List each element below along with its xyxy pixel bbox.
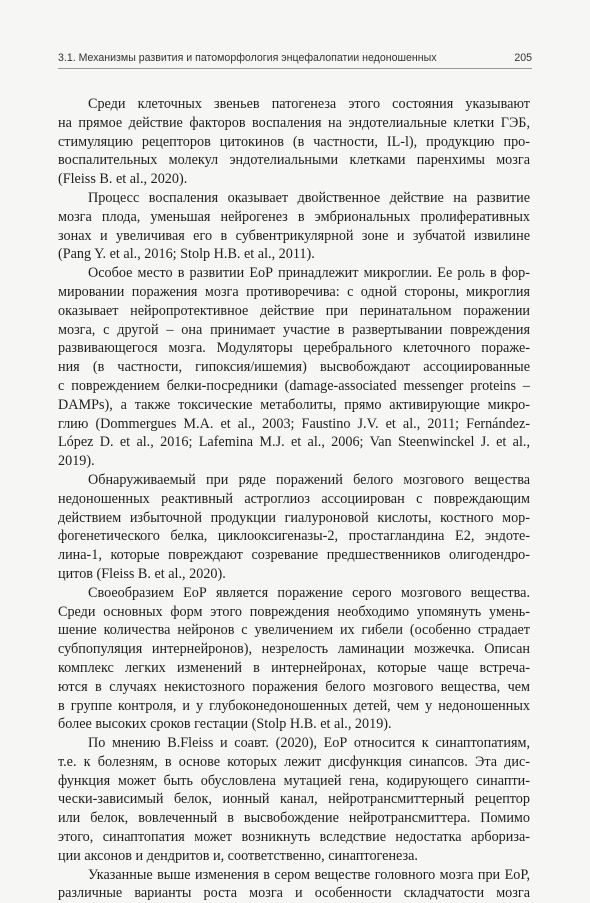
text-line: функция может быть обусловлена мутацией гена, кодирующего синапти-	[58, 772, 530, 789]
text-line: мозга, с другой – она принимает участие в развертывании повреждения	[58, 321, 530, 338]
running-title: 3.1. Механизмы развития и патоморфология энцефалопатии недоношенных	[58, 52, 437, 64]
text-line: Своеобразием ЕоР является поражение серого мозгового вещества.	[88, 584, 530, 601]
text-line: ции аксонов и дендритов и, соответственно, синаптогенеза.	[58, 847, 418, 864]
text-line: 2019).	[58, 453, 95, 470]
text-line: Указанные выше изменения в сером веществе головного мозга при ЕоР,	[88, 866, 530, 883]
text-line: По мнению B.Fleiss и соавт. (2020), ЕоР относится к синаптопатиям,	[88, 735, 530, 752]
paragraph	[58, 264, 530, 471]
text-line: шение количества нейронов с увеличением их гибели (особенно страдает	[58, 622, 530, 639]
text-line: ются в случаях некистозного поражения белого мозгового вещества, чем	[58, 678, 530, 695]
text-line: т.е. к болезням, в основе которых лежит дисфункция синапсов. Эта дис-	[58, 753, 530, 770]
text-line: Обнаруживаемый при ряде поражений белого мозгового вещества	[88, 471, 530, 488]
text-line: Среди основных форм этого повреждения необходимо упомянуть умень-	[58, 603, 530, 620]
running-header	[58, 50, 532, 69]
text-line: воспалительных молекул эндотелиальными клетками паренхимы мозга	[58, 152, 530, 169]
text-line: стимуляцию рецепторов цитокинов (в частности, IL-l), продукцию про-	[58, 133, 530, 150]
text-line: глию (Dommergues M.A. et al., 2003; Faustino J.V. et al., 2011; Fernández-	[58, 415, 530, 432]
text-line: лина-1, которые повреждают созревание предшественников олигодендро-	[58, 547, 530, 564]
text-line: более высоких сроков гестации (Stolp H.B. et al., 2019).	[58, 716, 392, 733]
paragraph	[58, 734, 530, 866]
text-line: чески-зависимый белок, ионный канал, нейротрансмиттерный рецептор	[58, 791, 530, 808]
text-line: оказывает нейропротективное действие при перинатальном поражении	[58, 302, 530, 319]
text-line: на прямое действие факторов воспаления на эндотелиальные клетки ГЭБ,	[58, 114, 530, 131]
text-line: мировании поражения мозга противоречива: с одной стороны, микроглия	[58, 283, 530, 300]
text-line: зонах и увеличивая его в субвентрикулярной зоне и зубчатой извилине	[58, 227, 530, 244]
text-line: (Pang Y. et al., 2016; Stolp H.B. et al., 2011).	[58, 246, 315, 263]
text-line: Процесс воспаления оказывает двойственное действие на развитие	[88, 189, 530, 206]
text-line: DAMPs), а также токсические метаболиты, прямо активирующие микро-	[58, 396, 530, 413]
text-line: развивающегося мозга. Модуляторы церебрального клеточного пораже-	[58, 340, 530, 357]
text-line: комплекс легких изменений в интернейронах, которые чаще встреча-	[58, 659, 530, 676]
paragraph	[58, 189, 530, 264]
text-line: Среди клеточных звеньев патогенеза этого состояния указывают	[88, 96, 530, 112]
text-line: мозга плода, уменьшая нейрогенез в эмбриональных пролиферативных	[58, 208, 530, 225]
paragraph	[58, 584, 530, 734]
text-line: действием избыточной продукции гиалуроновой кислоты, костного мор-	[58, 509, 530, 526]
text-line: (Fleiss B. et al., 2020).	[58, 171, 188, 188]
text-line: цитов (Fleiss B. et al., 2020).	[58, 565, 226, 582]
paragraph	[58, 866, 530, 903]
text-line: López D. et al., 2016; Lafemina M.J. et al., 2006; Van Steenwinckel J. et al.,	[58, 434, 530, 451]
page-number: 205	[514, 52, 532, 64]
text-line: в группе контроля, и у глубоконедоношенных детей, чем у недоношенных	[58, 697, 530, 714]
text-line: субпопуляция интернейронов), незрелость ламинации мозжечка. Описан	[58, 641, 530, 658]
paragraph	[58, 95, 530, 189]
text-line: ния (в частности, гипоксия/ишемия) высвобождают ассоциированные	[58, 359, 530, 376]
text-line: этого, синаптопатия может возникнуть вследствие недостатка арбориза-	[58, 829, 530, 846]
body-text	[58, 95, 530, 903]
text-line: Особое место в развитии ЕоР принадлежит микроглии. Ее роль в фор-	[88, 265, 530, 282]
text-line: с повреждением белки-посредники (damage-associated messenger proteins –	[58, 377, 530, 394]
text-line: фогенетического белка, циклооксигеназы-2, простагландина Е2, эндоте-	[58, 528, 530, 545]
text-line: различные варианты роста мозга и особенности складчатости мозга	[58, 885, 530, 902]
text-line: недоношенных реактивный астроглиоз ассоциирован с повреждающим	[58, 490, 530, 507]
paragraph	[58, 471, 530, 584]
text-line: или белок, вовлеченный в высвобождение нейротрансмиттера. Помимо	[58, 810, 530, 827]
